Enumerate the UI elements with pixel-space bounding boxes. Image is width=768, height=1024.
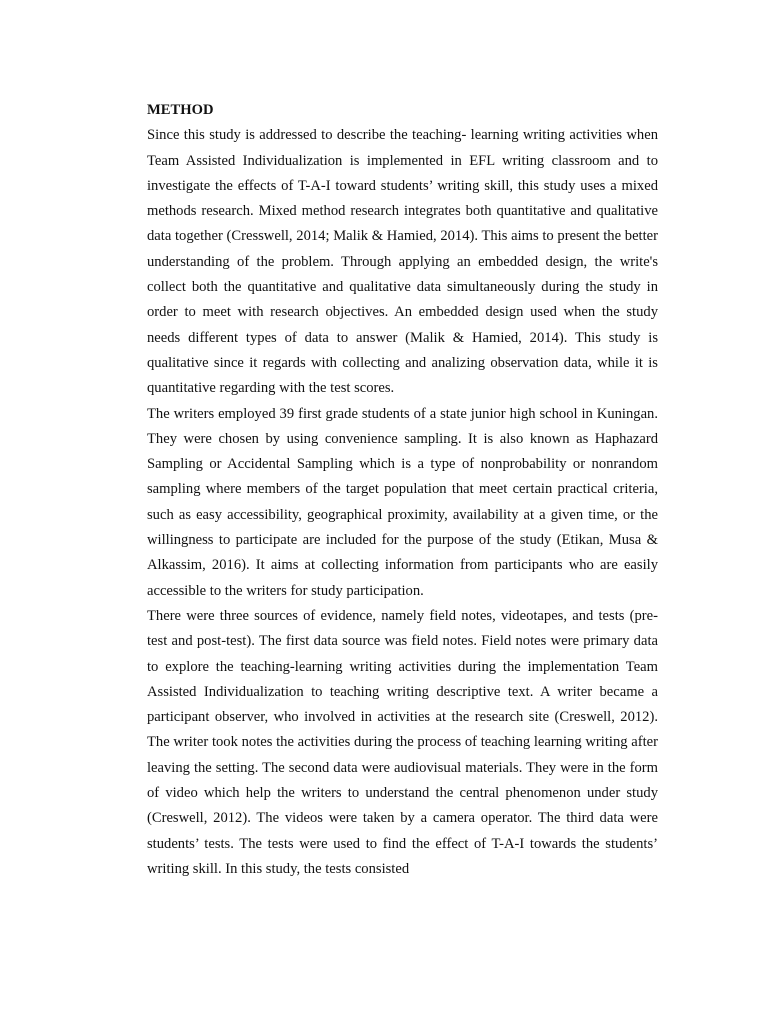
paragraph-research-design: Since this study is addressed to describe the teaching- learning writing activities when Team Assisted Individualization is implemented in EFL writing classroom and to investigate the effects of T-A-I toward students’ writing skill, this study uses a mixed methods research. Mixed method research integrates both quantitative and qualitative data together (Cresswell, 2014; Malik & Hamied, 2014). This aims to present the better understanding of the problem. Through applying an embedded design, the write's collect both the quantitative and qualitative data simultaneously during the study in order to meet with research objectives. An embedded design used when the study needs different types of data to answer (Malik & Hamied, 2014). This study is qualitative since it regards with collecting and analizing observation data, while it is quantitative regarding with the test scores.: [147, 127, 658, 397]
paragraph-participants: The writers employed 39 first grade students of a state junior high school in Kuningan. They were chosen by using convenience sampling. It is also known as Haphazard Sampling or Accidental Sampling which is a type of nonprobability or nonrandom sampling where members of the target population that meet certain practical criteria, such as easy accessibility, geographical proximity, availability at a given time, or the willingness to participate are included for the purpose of the study (Etikan, Musa & Alkassim, 2016). It aims at collecting information from participants who are easily accessible to the writers for study participation.: [147, 405, 658, 599]
document-body: [147, 98, 658, 882]
section-heading: METHOD: [147, 102, 214, 118]
paragraph-data-sources: There were three sources of evidence, namely field notes, videotapes, and tests (pre-test and post-test). The first data source was field notes. Field notes were primary data to explore the teaching-learning writing activities during the implementation Team Assisted Individualization to teaching writing descriptive text. A writer became a participant observer, who involved in activities at the research site (Creswell, 2012). The writer took notes the activities during the process of teaching learning writing after leaving the setting. The second data were audiovisual materials. They were in the form of video which help the writers to understand the central phenomenon under study (Creswell, 2012). The videos were taken by a camera operator. The third data were students’ tests. The tests were used to find the effect of T-A-I towards the students’ writing skill. In this study, the tests consisted: [147, 607, 658, 877]
